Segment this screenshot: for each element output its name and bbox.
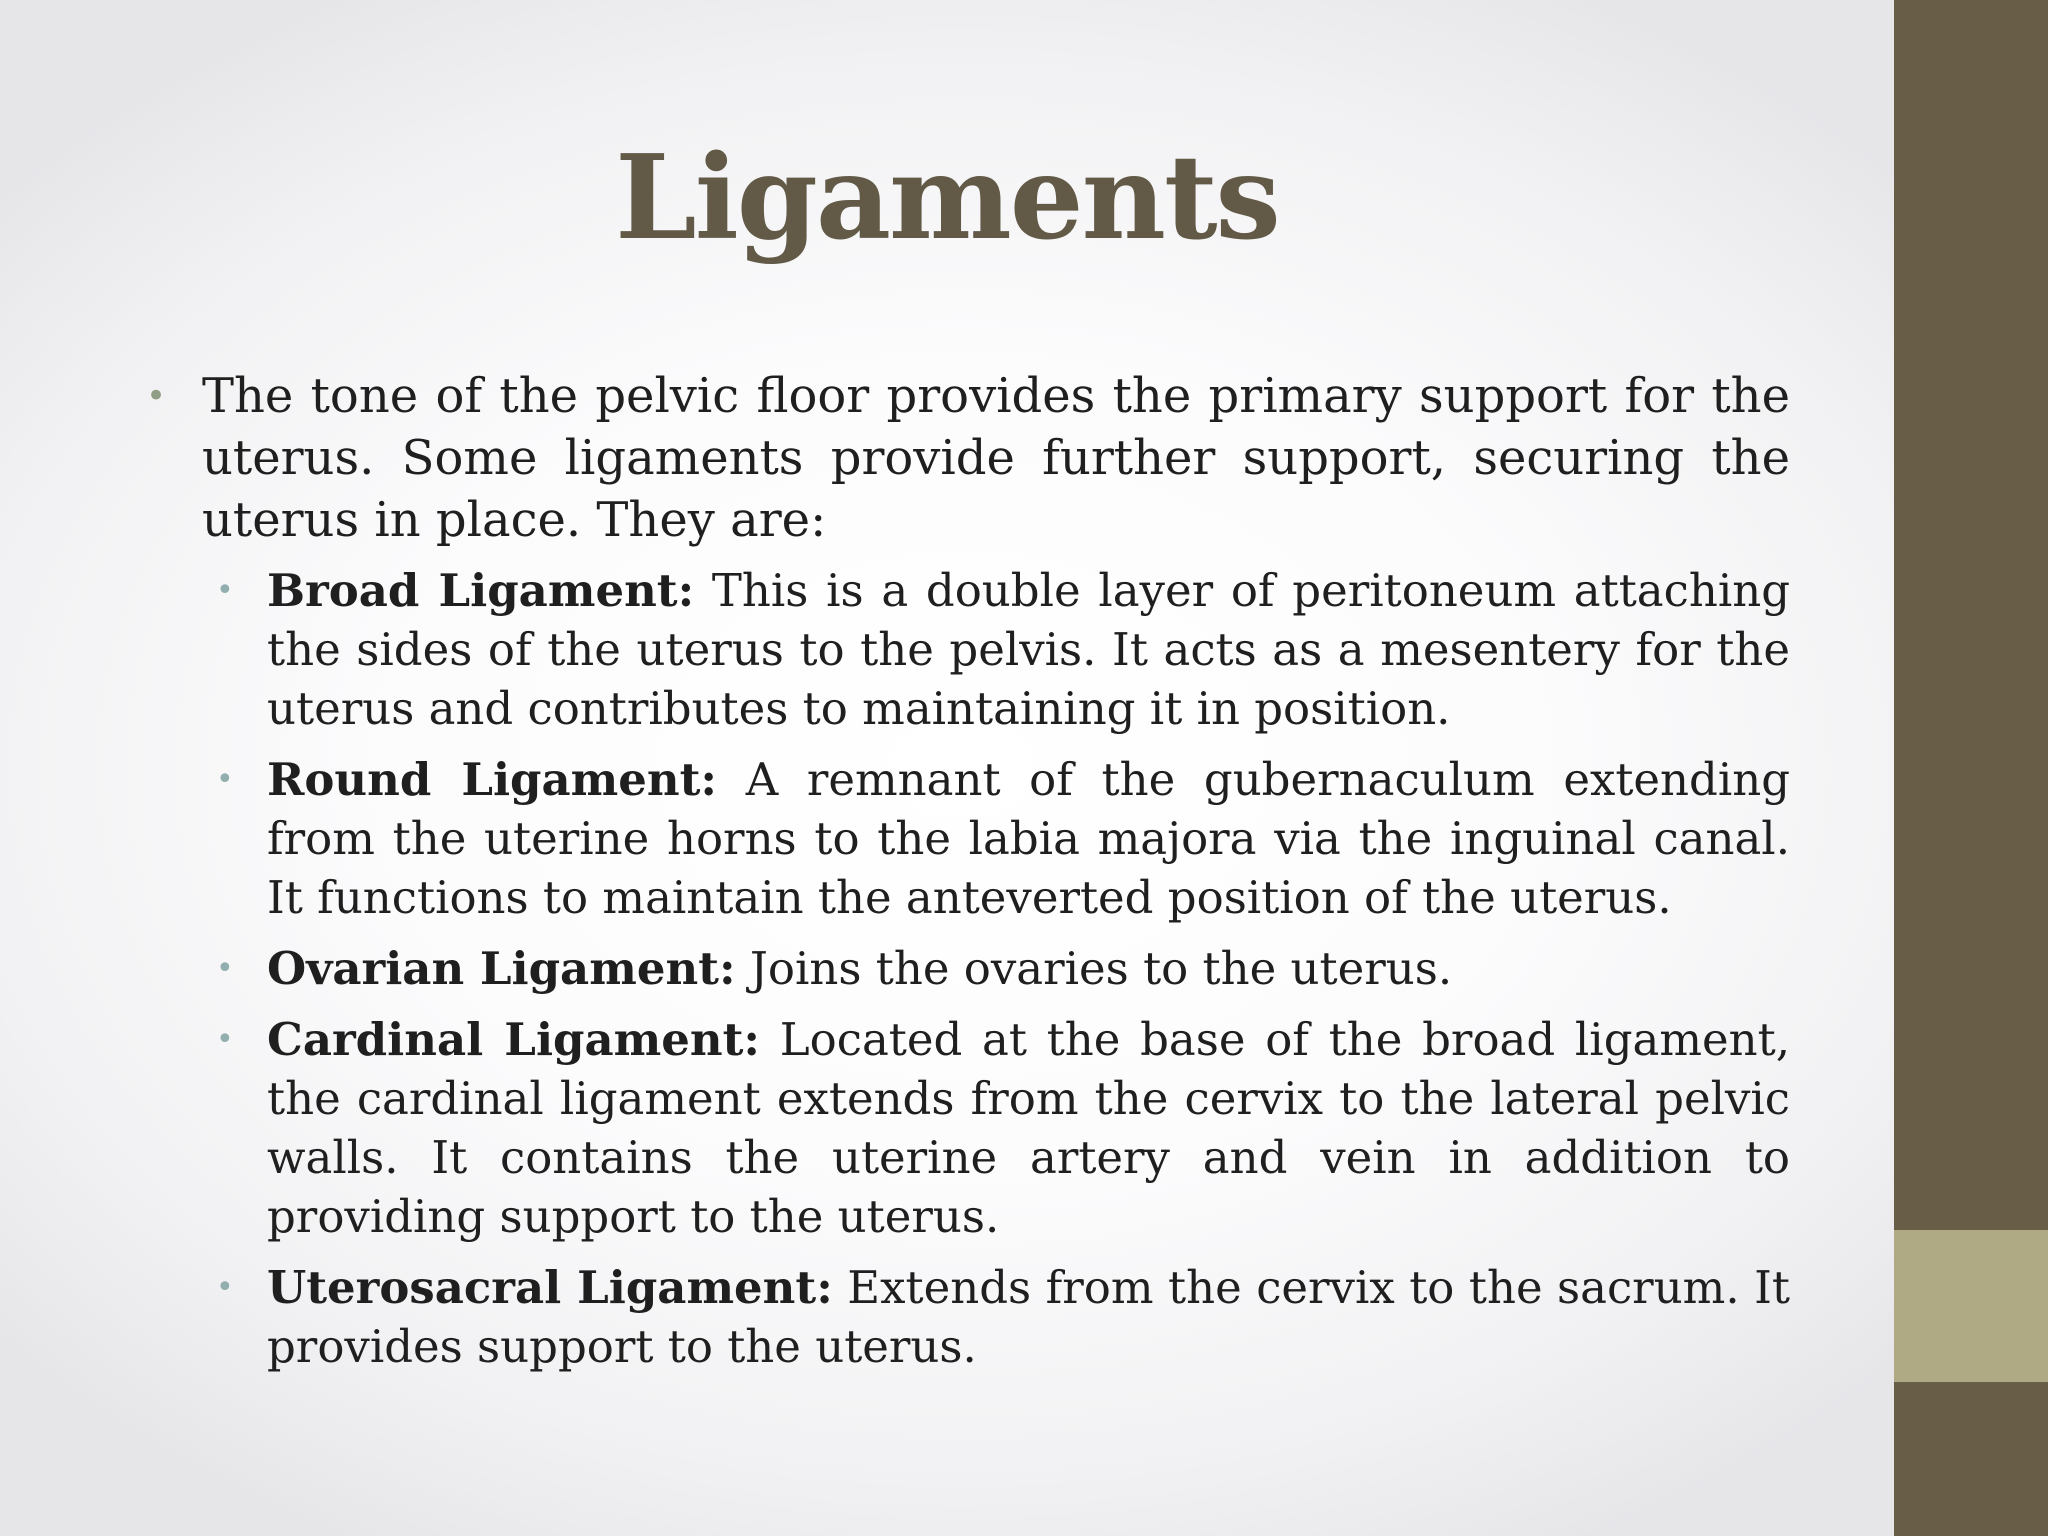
bullet-icon: • xyxy=(216,573,234,608)
bullet-icon: • xyxy=(216,1022,234,1057)
ligament-description: Located at the base of the broad ligament, the cardinal ligament extends from the cervix to the lateral pelvic walls. It contains the uterine artery and vein in addition to providing support to the uterus. xyxy=(267,1013,1790,1243)
ligament-term: Cardinal Ligament: xyxy=(267,1013,761,1066)
ligament-description: A remnant of the gubernaculum extending from the uterine horns to the labia majora via the inguinal canal. It functions to maintain the anteverted position of the uterus. xyxy=(267,753,1791,924)
ligament-description: This is a double layer of peritoneum attaching the sides of the uterus to the pelvis. It acts as a mesentery for the uterus and contributes to maintaining it in position. xyxy=(267,564,1791,735)
bullet-icon: • xyxy=(146,376,167,416)
ligament-item-ovarian xyxy=(216,939,1790,998)
ligament-list xyxy=(150,561,1790,1376)
ligament-item-cardinal xyxy=(216,1010,1790,1246)
slide-body xyxy=(146,365,1791,1388)
ligament-item-broad xyxy=(216,561,1791,738)
sidebar-segment-bottom xyxy=(1894,1382,2048,1536)
intro-bullet xyxy=(146,365,1790,551)
ligament-term: Uterosacral Ligament: xyxy=(267,1261,833,1314)
ligament-term: Ovarian Ligament: xyxy=(267,942,736,995)
ligament-term: Round Ligament: xyxy=(267,753,718,806)
ligament-item-round xyxy=(216,750,1791,927)
slide-title: Ligaments xyxy=(615,130,1279,266)
bullet-icon: • xyxy=(216,1270,234,1305)
ligament-item-uterosacral xyxy=(216,1258,1790,1376)
bullet-icon: • xyxy=(216,762,234,797)
decorative-sidebar xyxy=(1894,0,2048,1536)
ligament-description: Joins the ovaries to the uterus. xyxy=(749,942,1453,995)
ligament-description: Extends from the cervix to the sacrum. It provides support to the uterus. xyxy=(267,1261,1790,1373)
sidebar-segment-accent xyxy=(1894,1230,2048,1382)
bullet-icon: • xyxy=(216,951,234,986)
sidebar-segment-top xyxy=(1894,0,2048,1230)
intro-text: The tone of the pelvic floor provides the primary support for the uterus. Some ligaments provide further support, securing the uterus in place. They are: xyxy=(202,368,1790,548)
ligament-term: Broad Ligament: xyxy=(267,564,695,617)
